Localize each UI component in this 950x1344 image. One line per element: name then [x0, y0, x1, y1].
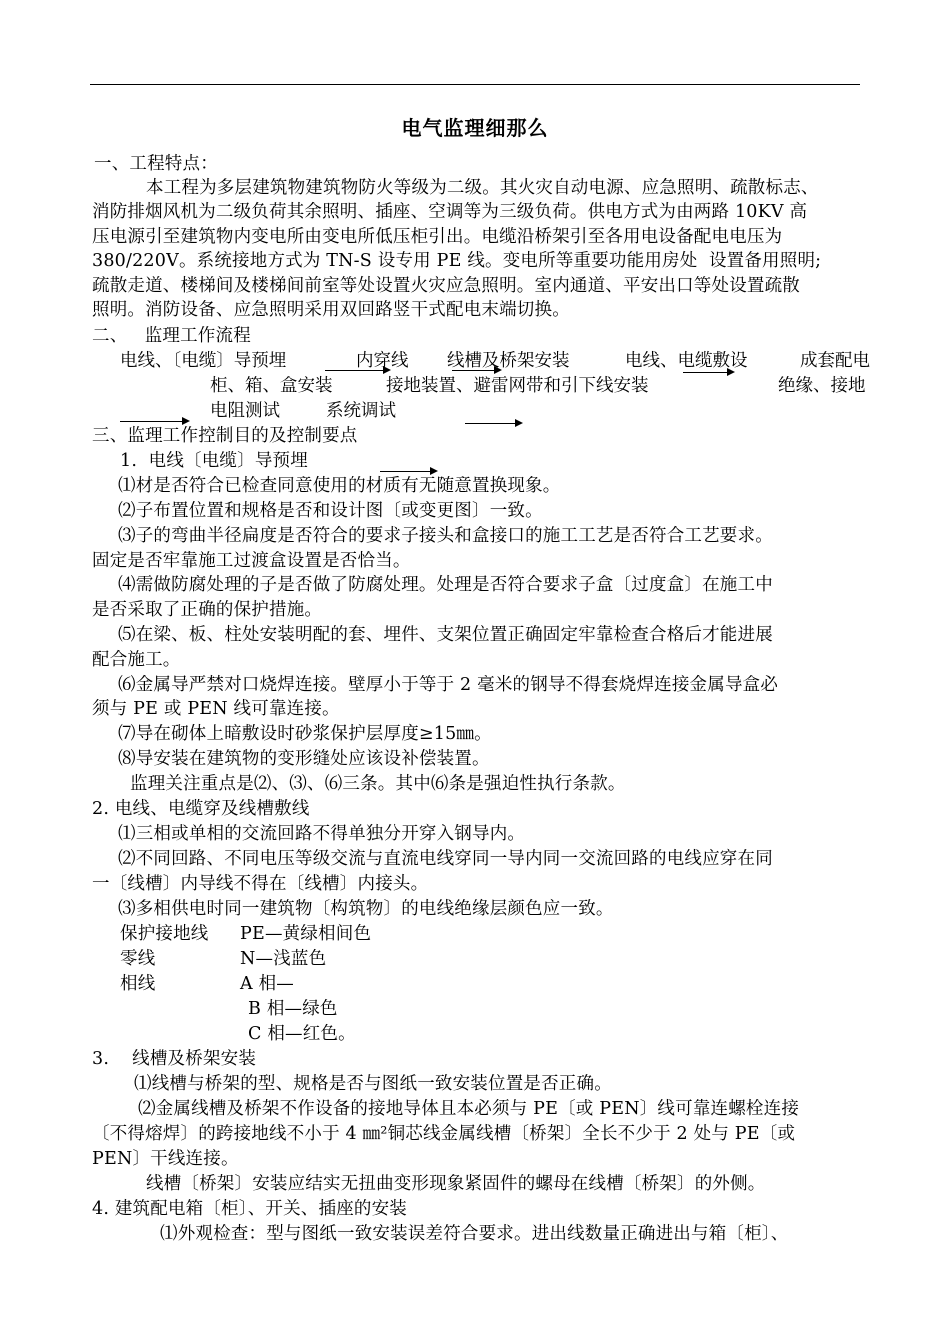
- phase-b-value: B 相—绿色: [248, 999, 338, 1019]
- section-heading-1: 一、工程特点：: [94, 154, 218, 174]
- subsection-heading-1: 1. 电线〔电缆〕导预埋: [120, 451, 308, 471]
- flow-arrow: [120, 421, 188, 422]
- item-line: ⑻导安装在建筑物的变形缝处应该设补偿装置。: [118, 749, 490, 769]
- item-line: ⑺导在砌体上暗敷设时砂浆保护层厚度≥15㎜。: [118, 724, 492, 744]
- flow-arrow: [465, 423, 521, 424]
- item-line: ⑶多相供电时同一建筑物〔构筑物〕的电线绝缘层颜色应一致。: [118, 899, 614, 919]
- paragraph-line: 消防排烟风机为二级负荷其余照明、插座、空调等为三级负荷。供电方式为由两路 10KV 高: [92, 202, 808, 222]
- phase-label: 相线: [120, 974, 156, 994]
- flow-step-3: 线槽及桥架安装: [447, 351, 570, 371]
- item-line: ⑵金属线槽及桥架不作设备的接地导体且本必须与 PE〔或 PEN〕线可靠连螺栓连接: [138, 1099, 800, 1119]
- item-line: 须与 PE 或 PEN 线可靠连接。: [92, 699, 340, 719]
- paragraph-line: 照明。消防设备、应急照明采用双回路竖干式配电末端切换。: [92, 300, 570, 320]
- item-line: 监理关注重点是⑵、⑶、⑹三条。其中⑹条是强迫性执行条款。: [130, 774, 626, 794]
- n-value: N—浅蓝色: [240, 949, 327, 969]
- flow-step-2: 内穿线: [356, 351, 409, 371]
- item-line: 线槽〔桥架〕安装应结实无扭曲变形现象紧固件的螺母在线槽〔桥架〕的外侧。: [146, 1174, 766, 1194]
- flow-step-4: 电线、电缆敷设: [625, 351, 748, 371]
- header-rule: [90, 84, 860, 85]
- flow-step-8: 绝缘、接地: [778, 376, 866, 396]
- flow-arrow: [380, 471, 436, 472]
- flow-arrow: [325, 370, 389, 371]
- item-line: ⑹金属导严禁对口烧焊连接。壁厚小于等于 2 毫米的钢导不得套烧焊连接金属导盒必: [118, 675, 779, 695]
- item-line: PEN〕干线连接。: [92, 1149, 239, 1169]
- flow-step-6: 柜、箱、盒安装: [210, 376, 333, 396]
- paragraph-line: 压电源引至建筑物内变电所由变电所低压柜引出。电缆沿桥架引至各用电设备配电电压为: [92, 227, 783, 247]
- flow-step-1: 电线、〔电缆〕导预埋: [120, 351, 287, 371]
- paragraph-line: 380/220V。系统接地方式为 TN-S 设专用 PE 线。变电所等重要功能用房处 设置备用照明;: [92, 251, 822, 271]
- flow-arrow: [683, 372, 733, 373]
- flow-step-9: 电阻测试: [210, 401, 280, 421]
- flow-step-10: 系统调试: [326, 401, 396, 421]
- item-line: ⑴材是否符合已检查同意使用的材质有无随意置换现象。: [118, 476, 561, 496]
- item-line: 一〔线槽〕内导线不得在〔线槽〕内接头。: [92, 874, 429, 894]
- document-title: 电气监理细那么: [401, 116, 549, 140]
- item-line: ⑵不同回路、不同电压等级交流与直流电线穿同一导内同一交流回路的电线应穿在同: [118, 849, 773, 869]
- item-line: ⑷需做防腐处理的子是否做了防腐处理。处理是否符合要求子盒〔过度盒〕在施工中: [118, 575, 773, 595]
- item-line: 固定是否牢靠施工过渡盒设置是否恰当。: [92, 551, 411, 571]
- item-line: ⑴外观检查：型与图纸一致安装误差符合要求。进出线数量正确进出与箱〔柜〕、: [160, 1224, 789, 1244]
- subsection-heading-2: 2. 电线、电缆穿及线槽敷线: [92, 799, 310, 819]
- flow-step-7: 接地装置、避雷网带和引下线安装: [386, 376, 649, 396]
- item-line: ⑸在梁、板、柱处安装明配的套、埋件、支架位置正确固定牢靠检查合格后才能进展: [118, 625, 773, 645]
- subsection-heading-3: 3. 线槽及桥架安装: [92, 1049, 257, 1069]
- item-line: 〔不得熔焊〕的跨接地线不小于 4 ㎜²铜芯线金属线槽〔桥架〕全长不少于 2 处与 PE〔或: [92, 1124, 796, 1144]
- paragraph-line: 本工程为多层建筑物建筑物防火等级为二级。其火灾自动电源、应急照明、疏散标志、: [146, 178, 819, 198]
- n-label: 零线: [120, 949, 156, 969]
- pe-value: PE—黄绿相间色: [240, 924, 372, 944]
- flow-step-5: 成套配电: [800, 351, 870, 371]
- pe-label: 保护接地线: [120, 924, 209, 944]
- section-heading-2: 二、 监理工作流程: [92, 326, 251, 346]
- item-line: ⑵子布置位置和规格是否和设计图〔或变更图〕一致。: [118, 501, 543, 521]
- item-line: 配合施工。: [92, 650, 181, 670]
- section-heading-3: 三、监理工作控制目的及控制要点: [92, 426, 358, 446]
- item-line: ⑴线槽与桥架的型、规格是否与图纸一致安装位置是否正确。: [134, 1074, 612, 1094]
- phase-a-value: A 相—: [240, 974, 295, 994]
- item-line: 是否采取了正确的保护措施。: [92, 600, 323, 620]
- phase-c-value: C 相—红色。: [248, 1024, 356, 1044]
- paragraph-line: 疏散走道、楼梯间及楼梯间前室等处设置火灾应急照明。室内通道、平安出口等处设置疏散: [92, 276, 800, 296]
- item-line: ⑴三相或单相的交流回路不得单独分开穿入钢导内。: [118, 824, 526, 844]
- item-line: ⑶子的弯曲半径扁度是否符合的要求子接头和盒接口的施工工艺是否符合工艺要求。: [118, 526, 773, 546]
- subsection-heading-4: 4. 建筑配电箱〔柜〕、开关、插座的安装: [92, 1199, 408, 1219]
- flow-arrow: [452, 370, 500, 371]
